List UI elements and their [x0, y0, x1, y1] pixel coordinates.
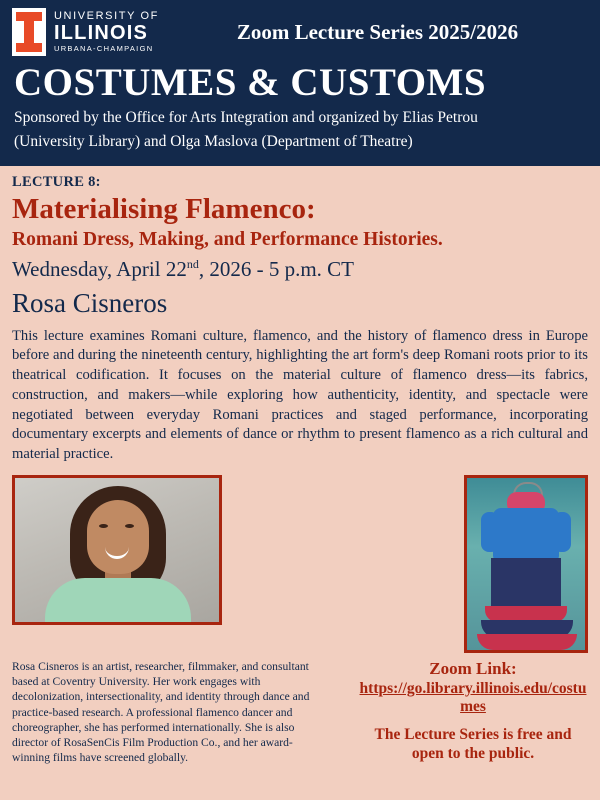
logo-line-1: UNIVERSITY OF — [54, 10, 159, 23]
lecture-date-ordinal: nd — [186, 256, 199, 271]
series-title: Zoom Lecture Series 2025/2026 — [236, 19, 519, 44]
poster-body — [0, 166, 600, 653]
free-and-open-note: The Lecture Series is free and open to the public. — [374, 725, 572, 763]
speaker-bio: Rosa Cisneros is an artist, researcher, filmmaker, and consultant based at Coventry University. Her work engages with decolonization, intersectionality, and identity through dance and practice-based research. A professional flamenco dancer and choreographer, she has performed internationally. She is also director of RosaSenCis Film Production Co., and her award-winning films have screened globally. — [12, 659, 310, 765]
lecture-abstract: This lecture examines Romani culture, flamenco, and the history of flamenco dress in Europe before and during the nineteenth century, highlighting the art form's deep Romani roots prior to its theatrical codification. It focuses on the material culture of flamenco dress—its fabrics, construction, and makers—while exploring how authenticity, identity, and spectacle were negotiated between everyday Romani practices and staged performance, incorporating documentary excerpts and elements of dance or rhythm to present flamenco as a rich cultural and material practice. — [12, 327, 588, 462]
speaker-portrait-photo — [12, 475, 222, 625]
logo-line-3: URBANA-CHAMPAIGN — [54, 43, 154, 53]
flamenco-dress-photo — [464, 475, 588, 653]
illinois-block-i-icon — [12, 8, 46, 56]
university-logo — [12, 8, 159, 56]
zoom-link-label: Zoom Link: — [429, 658, 517, 678]
logo-line-2: ILLINOIS — [54, 21, 149, 44]
zoom-link-url[interactable]: https://go.library.illinois.edu/costumes — [359, 679, 587, 716]
lecture-datetime — [12, 257, 588, 282]
lecture-subtitle: Romani Dress, Making, and Performance Histories. — [12, 229, 443, 251]
lecture-title: Materialising Flamenco: — [12, 192, 316, 225]
poster-main-title: COSTUMES & CUSTOMS — [14, 61, 487, 104]
lecture-number-label: LECTURE 8: — [12, 173, 101, 190]
poster-header — [0, 0, 600, 166]
header-top-row — [12, 8, 588, 56]
sponsor-line-1: Sponsored by the Office for Arts Integration and organized by Elias Petrou — [14, 109, 478, 126]
lecture-date-suffix: , 2026 - 5 p.m. CT — [198, 256, 355, 281]
poster-images — [12, 475, 588, 653]
poster-footer — [0, 653, 600, 766]
lecture-date-prefix: Wednesday, April 22 — [12, 256, 187, 281]
zoom-info-block — [358, 659, 588, 764]
university-logo-text — [54, 11, 159, 52]
speaker-name: Rosa Cisneros — [12, 287, 168, 318]
sponsor-line-2: (University Library) and Olga Maslova (Department of Theatre) — [14, 133, 413, 151]
